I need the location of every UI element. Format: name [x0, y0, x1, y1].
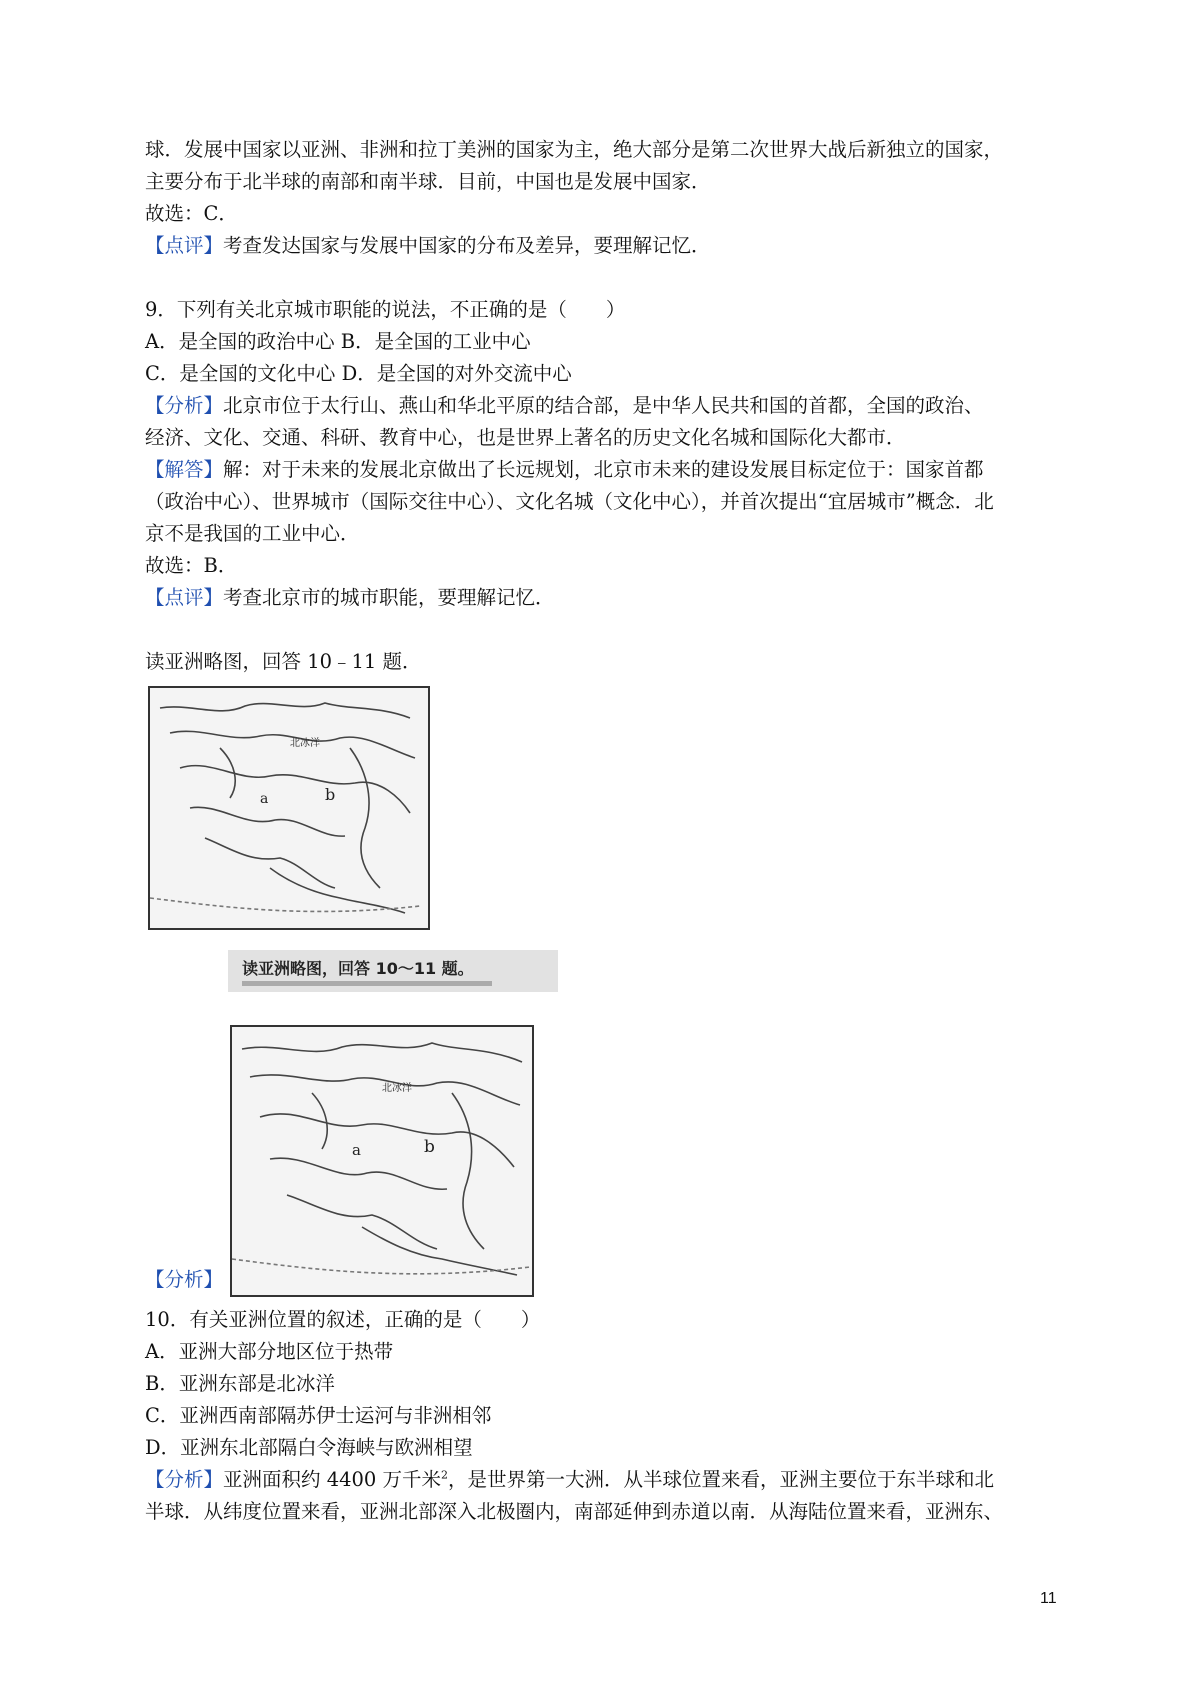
text-line: 球．发展中国家以亚洲、非洲和拉丁美洲的国家为主，绝大部分是第二次世界大战后新独立的国家， — [145, 138, 1004, 161]
text-line: 主要分布于北半球的南部和南半球．目前，中国也是发展中国家． — [145, 170, 711, 193]
svg-text:a: a — [352, 1141, 361, 1159]
analysis-line-2: 经济、文化、交通、科研、教育中心，也是世界上著名的历史文化名城和国际化大都市． — [145, 426, 906, 449]
analysis-text-cont: ，是世界第一大洲．从半球位置来看，亚洲主要位于东半球和北 — [448, 1468, 995, 1491]
comment-line-2 — [145, 582, 555, 614]
comment-tag: 【点评】 — [145, 234, 224, 257]
analysis-tag: 【分析】 — [145, 1268, 224, 1291]
solution-line — [145, 454, 984, 486]
comment-line — [145, 230, 711, 262]
analysis-tag: 【分析】 — [145, 1468, 224, 1491]
analysis-line — [145, 390, 984, 422]
analysis-line-4 — [145, 1464, 994, 1496]
map-intro: 读亚洲略图，回答 10﹣11 题． — [145, 650, 422, 673]
solution-tag: 【解答】 — [145, 458, 224, 481]
comment-text: 考查发达国家与发展中国家的分布及差异，要理解记忆． — [223, 234, 711, 257]
asia-map-image-1 — [148, 686, 430, 930]
analysis-line-3 — [145, 1264, 223, 1296]
comment-text: 考查北京市的城市职能，要理解记忆． — [223, 586, 555, 609]
svg-text:北冰洋: 北冰洋 — [290, 738, 320, 749]
option-b: B．亚洲东部是北冰洋 — [145, 1372, 335, 1395]
solution-text: 解：对于未来的发展北京做出了长远规划，北京市未来的建设发展目标定位于：国家首都 — [223, 458, 984, 481]
analysis-text: 北京市位于太行山、燕山和华北平原的结合部，是中华人民共和国的首都，全国的政治、 — [223, 394, 984, 417]
svg-text:北冰洋: 北冰洋 — [382, 1083, 412, 1094]
solution-line-3: 京不是我国的工业中心． — [145, 522, 360, 545]
analysis-line-5: 半球．从纬度位置来看，亚洲北部深入北极圈内，南部延伸到赤道以南．从海陆位置来看，亚洲东、 — [145, 1500, 1004, 1523]
option-cd: C．是全国的文化中心 D．是全国的对外交流中心 — [145, 362, 572, 385]
svg-text:b: b — [325, 785, 336, 804]
text-line: 故选：C． — [145, 202, 238, 225]
map-caption-text: 读亚洲略图，回答 10～11 题。 — [242, 959, 474, 978]
cut-off-line — [242, 981, 492, 986]
question-10: 10．有关亚洲位置的叙述，正确的是（ ） — [145, 1308, 541, 1331]
comment-tag: 【点评】 — [145, 586, 224, 609]
analysis-text: 亚洲面积约 4400 万千米 — [223, 1468, 442, 1491]
superscript: 2 — [441, 1468, 449, 1482]
option-c: C．亚洲西南部隔苏伊士运河与非洲相邻 — [145, 1404, 492, 1427]
option-ab: A．是全国的政治中心 B．是全国的工业中心 — [145, 330, 531, 353]
option-d: D．亚洲东北部隔白令海峡与欧洲相望 — [145, 1436, 473, 1459]
solution-line-2: （政治中心）、世界城市（国际交往中心）、文化名城（文化中心），并首次提出“宜居城市”概念．北 — [145, 490, 994, 513]
asia-map-drawing-2 — [232, 1027, 532, 1295]
asia-map-drawing — [150, 688, 428, 928]
question-9: 9．下列有关北京城市职能的说法，不正确的是（ ） — [145, 298, 626, 321]
svg-text:b: b — [424, 1137, 435, 1157]
answer-line: 故选：B． — [145, 554, 238, 577]
asia-map-image-2 — [230, 1025, 534, 1297]
analysis-tag: 【分析】 — [145, 394, 224, 417]
option-a: A．亚洲大部分地区位于热带 — [145, 1340, 394, 1363]
map-caption-strip — [228, 950, 558, 992]
page-number: 11 — [1040, 1590, 1057, 1607]
svg-text:a: a — [260, 791, 269, 807]
